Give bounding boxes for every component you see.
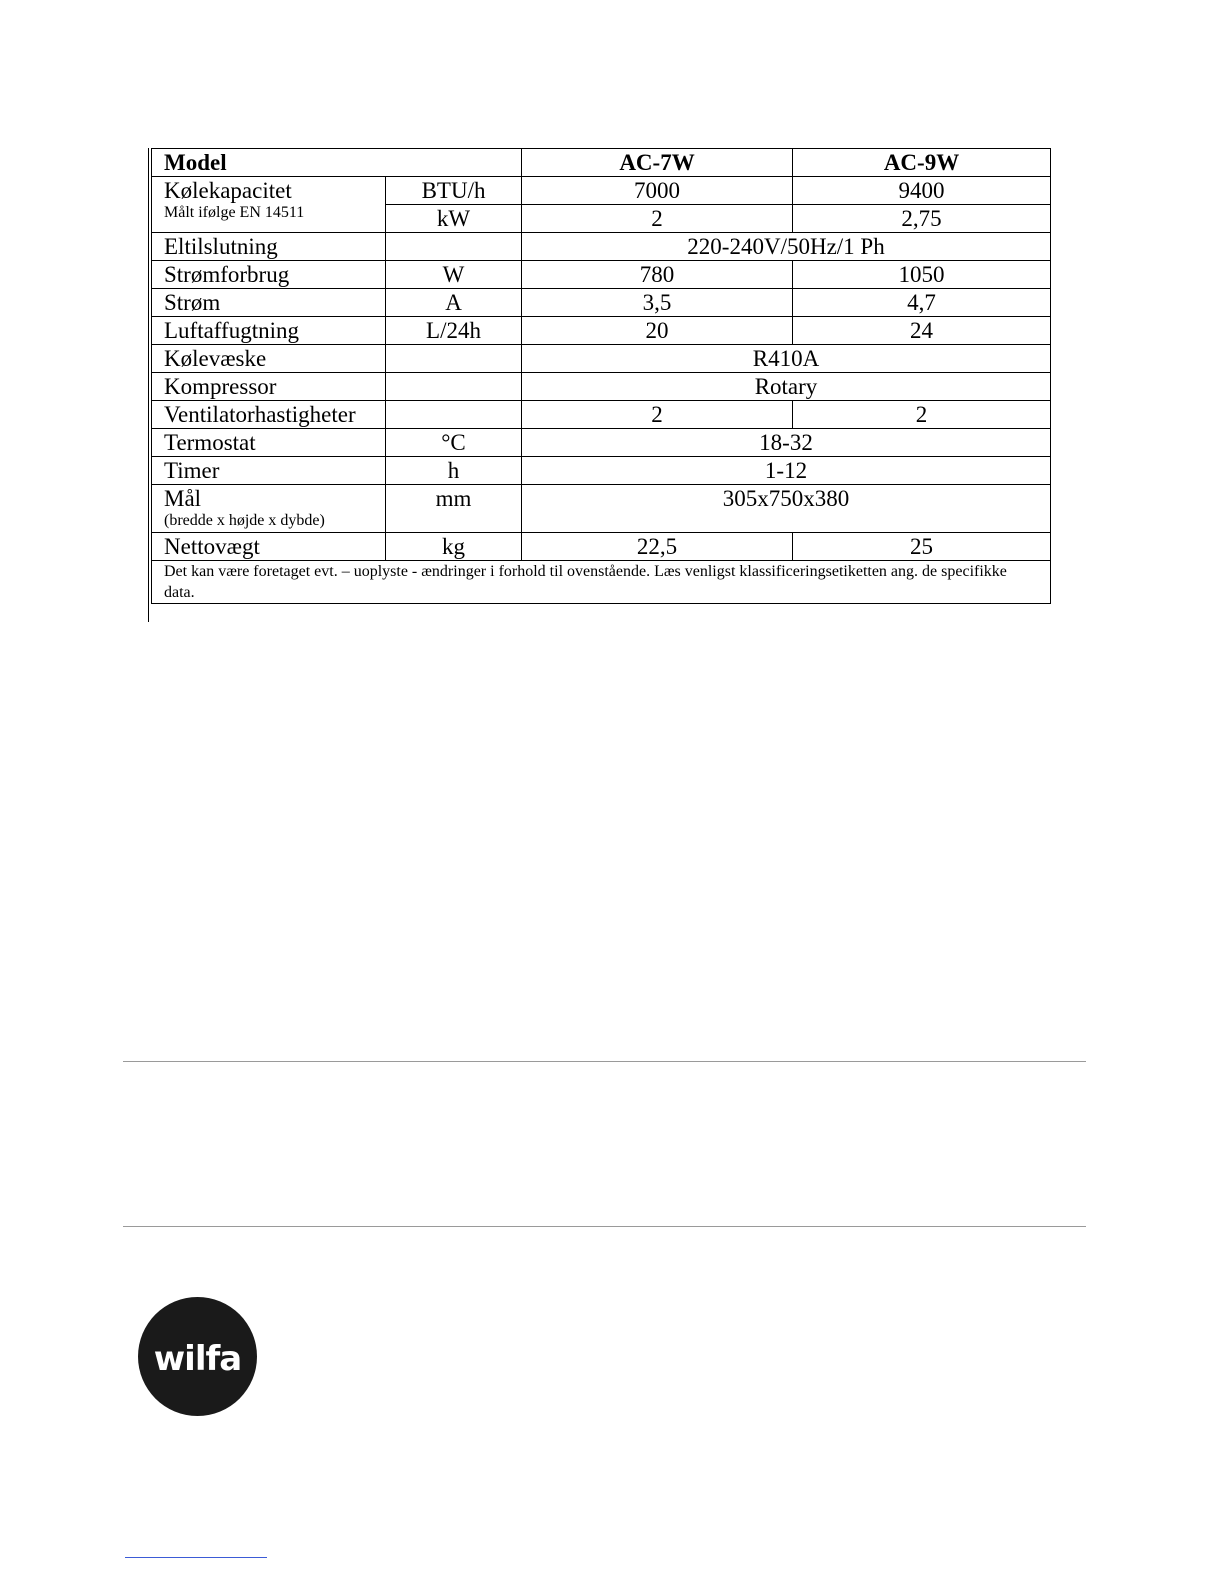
row-label: Strømforbrug	[152, 261, 386, 289]
row-label: Luftaffugtning	[152, 317, 386, 345]
row-label-kolekapacitet	[152, 177, 386, 233]
table-row	[152, 289, 1051, 317]
row-label: Termostat	[152, 429, 386, 457]
row-label: Eltilslutning	[152, 233, 386, 261]
unit-cell: BTU/h	[386, 177, 522, 205]
table-row	[152, 345, 1051, 373]
value-shared: 305x750x380	[522, 485, 1051, 533]
value-ac7w: 20	[522, 317, 793, 345]
unit-cell: kg	[386, 533, 522, 561]
row-label-maal	[152, 485, 386, 533]
value-shared: 220-240V/50Hz/1 Ph	[522, 233, 1051, 261]
unit-cell: A	[386, 289, 522, 317]
value-ac9w: 2	[793, 401, 1051, 429]
unit-cell	[386, 345, 522, 373]
label-subtext: Målt ifølge EN 14511	[164, 204, 305, 221]
value-ac7w: 7000	[522, 177, 793, 205]
value-ac9w: 1050	[793, 261, 1051, 289]
footer-rule	[125, 1557, 267, 1558]
logo-text: wilfa	[153, 1338, 242, 1379]
row-label: Nettovægt	[152, 533, 386, 561]
table-row	[152, 177, 1051, 205]
unit-cell: h	[386, 457, 522, 485]
table-header-row	[152, 149, 1051, 177]
value-ac7w: 2	[522, 205, 793, 233]
unit-cell: mm	[386, 485, 522, 533]
value-ac7w: 22,5	[522, 533, 793, 561]
table-row	[152, 317, 1051, 345]
unit-cell: kW	[386, 205, 522, 233]
value-shared: R410A	[522, 345, 1051, 373]
table-row	[152, 233, 1051, 261]
value-ac7w: 3,5	[522, 289, 793, 317]
table-row	[152, 429, 1051, 457]
wilfa-logo	[138, 1297, 257, 1416]
unit-cell: W	[386, 261, 522, 289]
value-ac7w: 2	[522, 401, 793, 429]
header-ac9w: AC-9W	[793, 149, 1051, 177]
table-row	[152, 457, 1051, 485]
value-ac9w: 2,75	[793, 205, 1051, 233]
spec-table-container	[151, 148, 1050, 604]
table-row	[152, 373, 1051, 401]
value-shared: 1-12	[522, 457, 1051, 485]
table-row	[152, 485, 1051, 533]
label-text: Mål	[164, 486, 202, 511]
spec-table	[151, 148, 1051, 604]
label-text: Kølekapacitet	[164, 178, 292, 203]
table-row	[152, 261, 1051, 289]
row-label: Kølevæske	[152, 345, 386, 373]
header-model: Model	[152, 149, 522, 177]
value-ac9w: 9400	[793, 177, 1051, 205]
unit-cell: °C	[386, 429, 522, 457]
row-label: Kompressor	[152, 373, 386, 401]
value-ac9w: 4,7	[793, 289, 1051, 317]
value-shared: 18-32	[522, 429, 1051, 457]
unit-cell	[386, 373, 522, 401]
table-row	[152, 401, 1051, 429]
table-row	[152, 533, 1051, 561]
value-shared: Rotary	[522, 373, 1051, 401]
divider-top	[123, 1061, 1086, 1062]
value-ac9w: 24	[793, 317, 1051, 345]
row-label: Strøm	[152, 289, 386, 317]
value-ac7w: 780	[522, 261, 793, 289]
unit-cell: L/24h	[386, 317, 522, 345]
unit-cell	[386, 233, 522, 261]
unit-cell	[386, 401, 522, 429]
divider-bottom	[123, 1226, 1086, 1227]
row-label: Timer	[152, 457, 386, 485]
label-subtext: (bredde x højde x dybde)	[164, 512, 325, 529]
table-note-row	[152, 561, 1051, 604]
value-ac9w: 25	[793, 533, 1051, 561]
row-label: Ventilatorhastigheter	[152, 401, 386, 429]
table-note: Det kan være foretaget evt. – uoplyste - ændringer i forhold til ovenstående. Læs venligst klassificeringsetiketten ang. de specifikke data.	[152, 561, 1051, 604]
header-ac7w: AC-7W	[522, 149, 793, 177]
